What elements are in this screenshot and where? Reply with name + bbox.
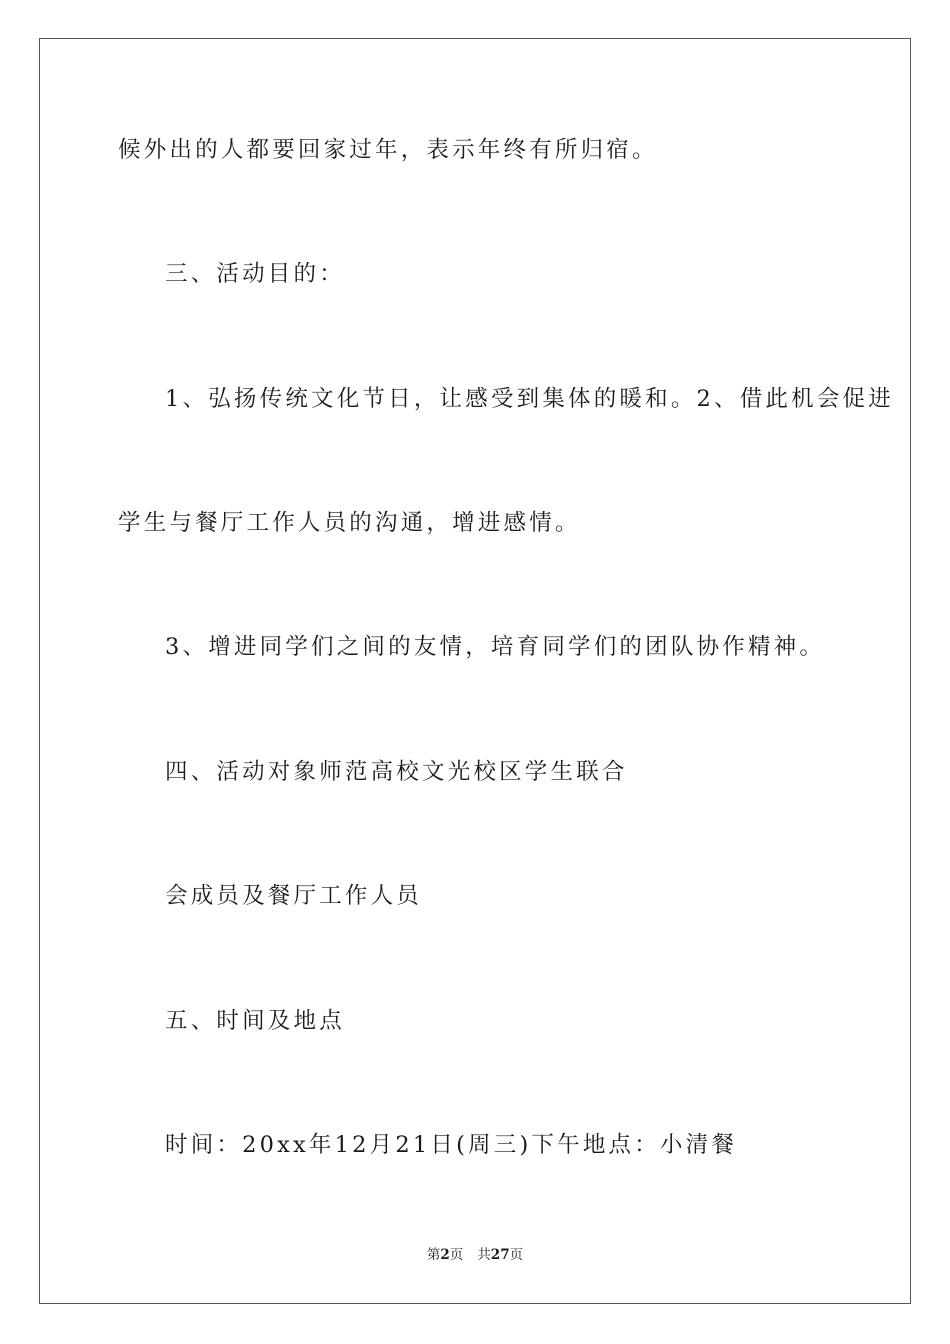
section-heading-time-place: 五、时间及地点: [165, 1008, 345, 1034]
paragraph-line: 会成员及餐厅工作人员: [165, 883, 423, 909]
paragraph-line: 1、弘扬传统文化节日，让感受到集体的暖和。2、借此机会促进: [165, 386, 894, 412]
footer-total-suffix: 页: [509, 1247, 524, 1263]
paragraph-line: 候外出的人都要回家过年，表示年终有所归宿。: [118, 137, 658, 163]
footer-page-total: 27: [490, 1247, 510, 1263]
page-frame: [39, 38, 911, 1304]
footer-total-prefix: 共: [477, 1247, 491, 1263]
footer-page-prefix: 第: [426, 1247, 441, 1263]
section-heading-purpose: 三、活动目的：: [165, 261, 345, 287]
page-footer: [0, 1249, 950, 1263]
footer-page-current: 2: [440, 1247, 450, 1263]
paragraph-line: 时间：20xx年12月21日(周三)下午地点：小清餐: [165, 1132, 738, 1158]
section-heading-audience: 四、活动对象师范高校文光校区学生联合: [165, 759, 628, 785]
footer-page-suffix: 页: [449, 1247, 464, 1263]
paragraph-line: 3、增进同学们之间的友情，培育同学们的团队协作精神。: [165, 634, 826, 660]
paragraph-line: 学生与餐厅工作人员的沟通，增进感情。: [118, 510, 581, 536]
